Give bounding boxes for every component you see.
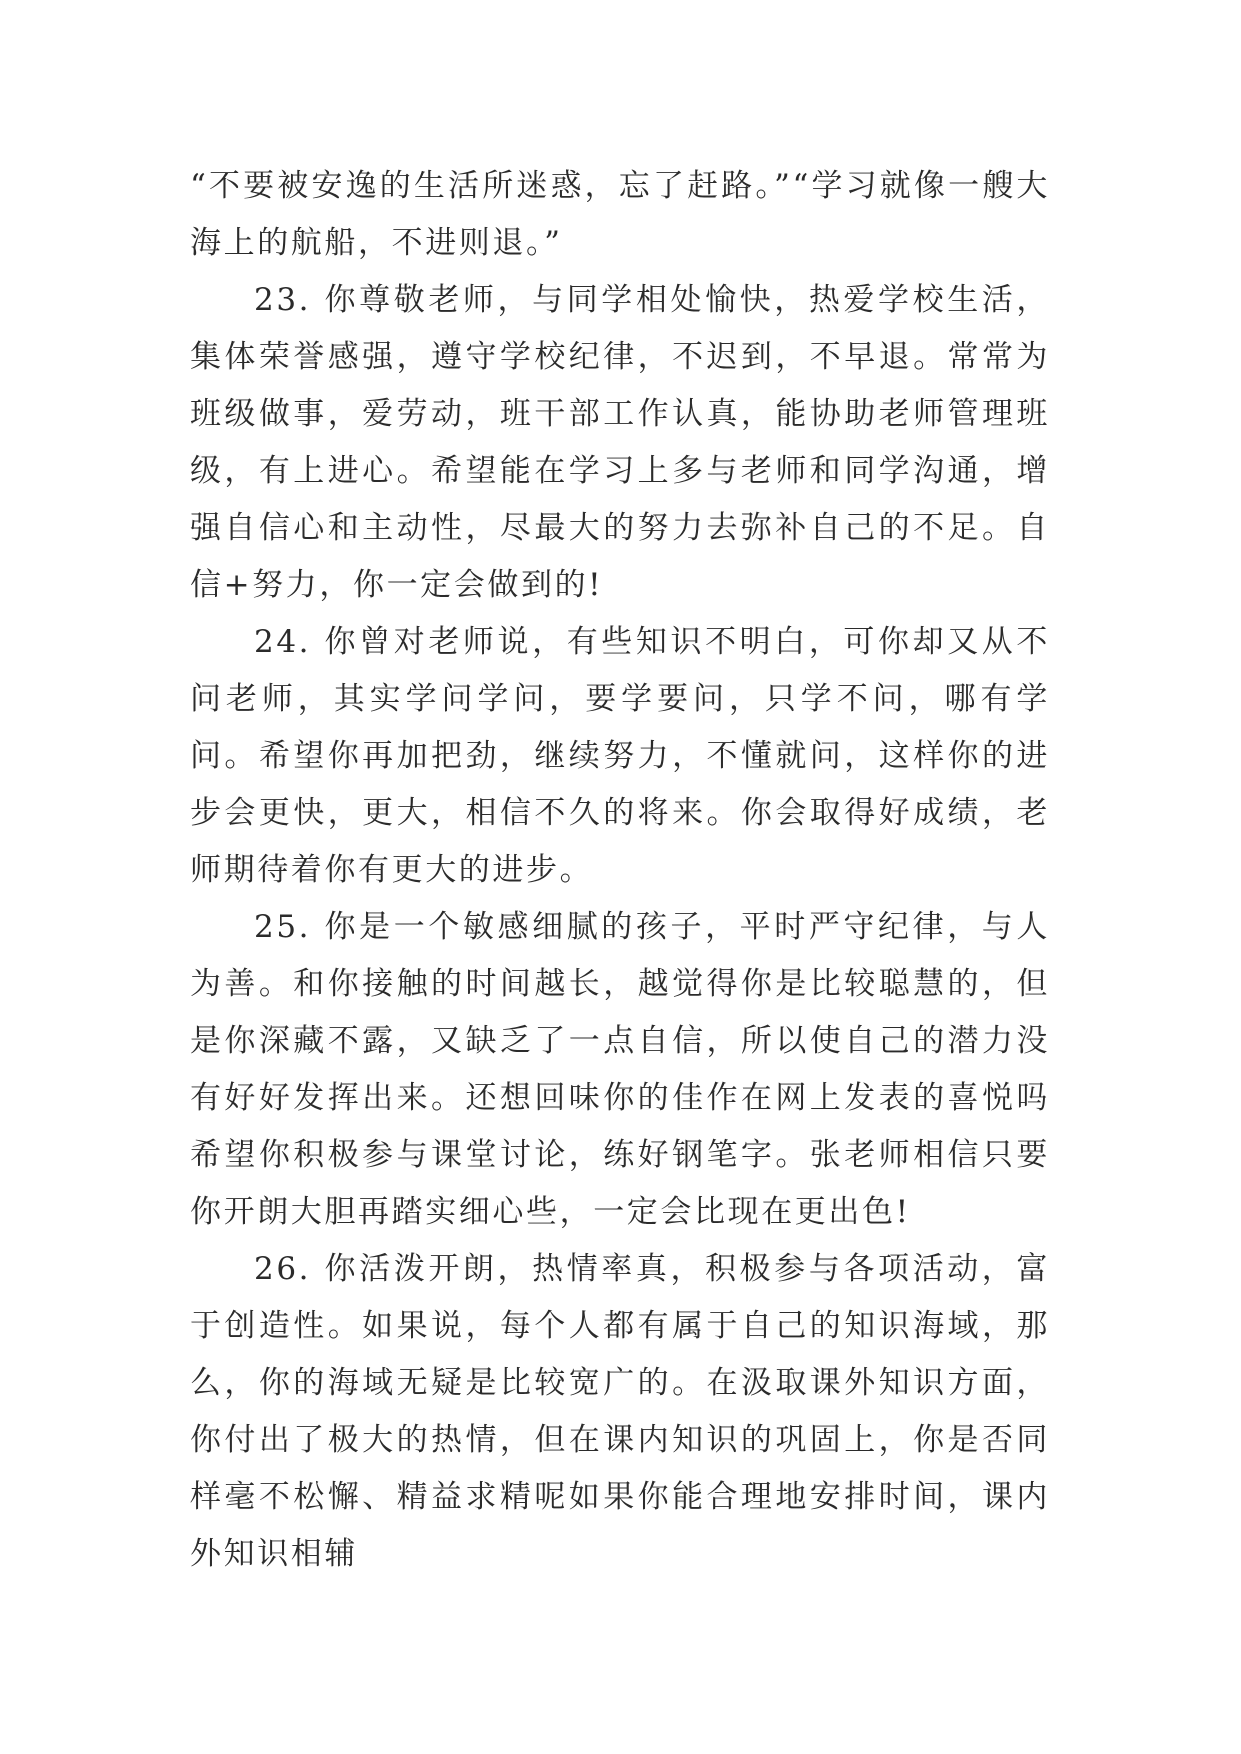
paragraph-comment-26: 26. 你活泼开朗，热情率真，积极参与各项活动，富于创造性。如果说，每个人都有属于自己的知识海域，那么，你的海域无疑是比较宽广的。在汲取课外知识方面，你付出了极大的热情，但在课内知识的巩固上，你是否同样毫不松懈、精益求精呢如果你能合理地安排时间，课内外知识相辅 (190, 1251, 1050, 1572)
paragraph-quote-continuation: “不要被安逸的生活所迷惑，忘了赶路。”“学习就像一艘大海上的航船，不进则退。” (190, 168, 1050, 261)
paragraph-comment-25: 25. 你是一个敏感细腻的孩子，平时严守纪律，与人为善。和你接触的时间越长，越觉得你是比较聪慧的，但是你深藏不露，又缺乏了一点自信，所以使自己的潜力没有好好发挥出来。还想回味你的佳作在网上发表的喜悦吗希望你积极参与课堂讨论，练好钢笔字。张老师相信只要你开朗大胆再踏实细心些，一定会比现在更出色! (190, 909, 1050, 1230)
paragraph-comment-23: 23. 你尊敬老师，与同学相处愉快，热爱学校生活，集体荣誉感强，遵守学校纪律，不迟到，不早退。常常为班级做事，爱劳动，班干部工作认真，能协助老师管理班级，有上进心。希望能在学习上多与老师和同学沟通，增强自信心和主动性，尽最大的努力去弥补自己的不足。自信+努力，你一定会做到的! (190, 282, 1050, 603)
document-body (190, 158, 1050, 1583)
paragraph-comment-24: 24. 你曾对老师说，有些知识不明白，可你却又从不问老师，其实学问学问，要学要问，只学不问，哪有学问。希望你再加把劲，继续努力，不懂就问，这样你的进步会更快，更大，相信不久的将来。你会取得好成绩，老师期待着你有更大的进步。 (190, 624, 1050, 888)
